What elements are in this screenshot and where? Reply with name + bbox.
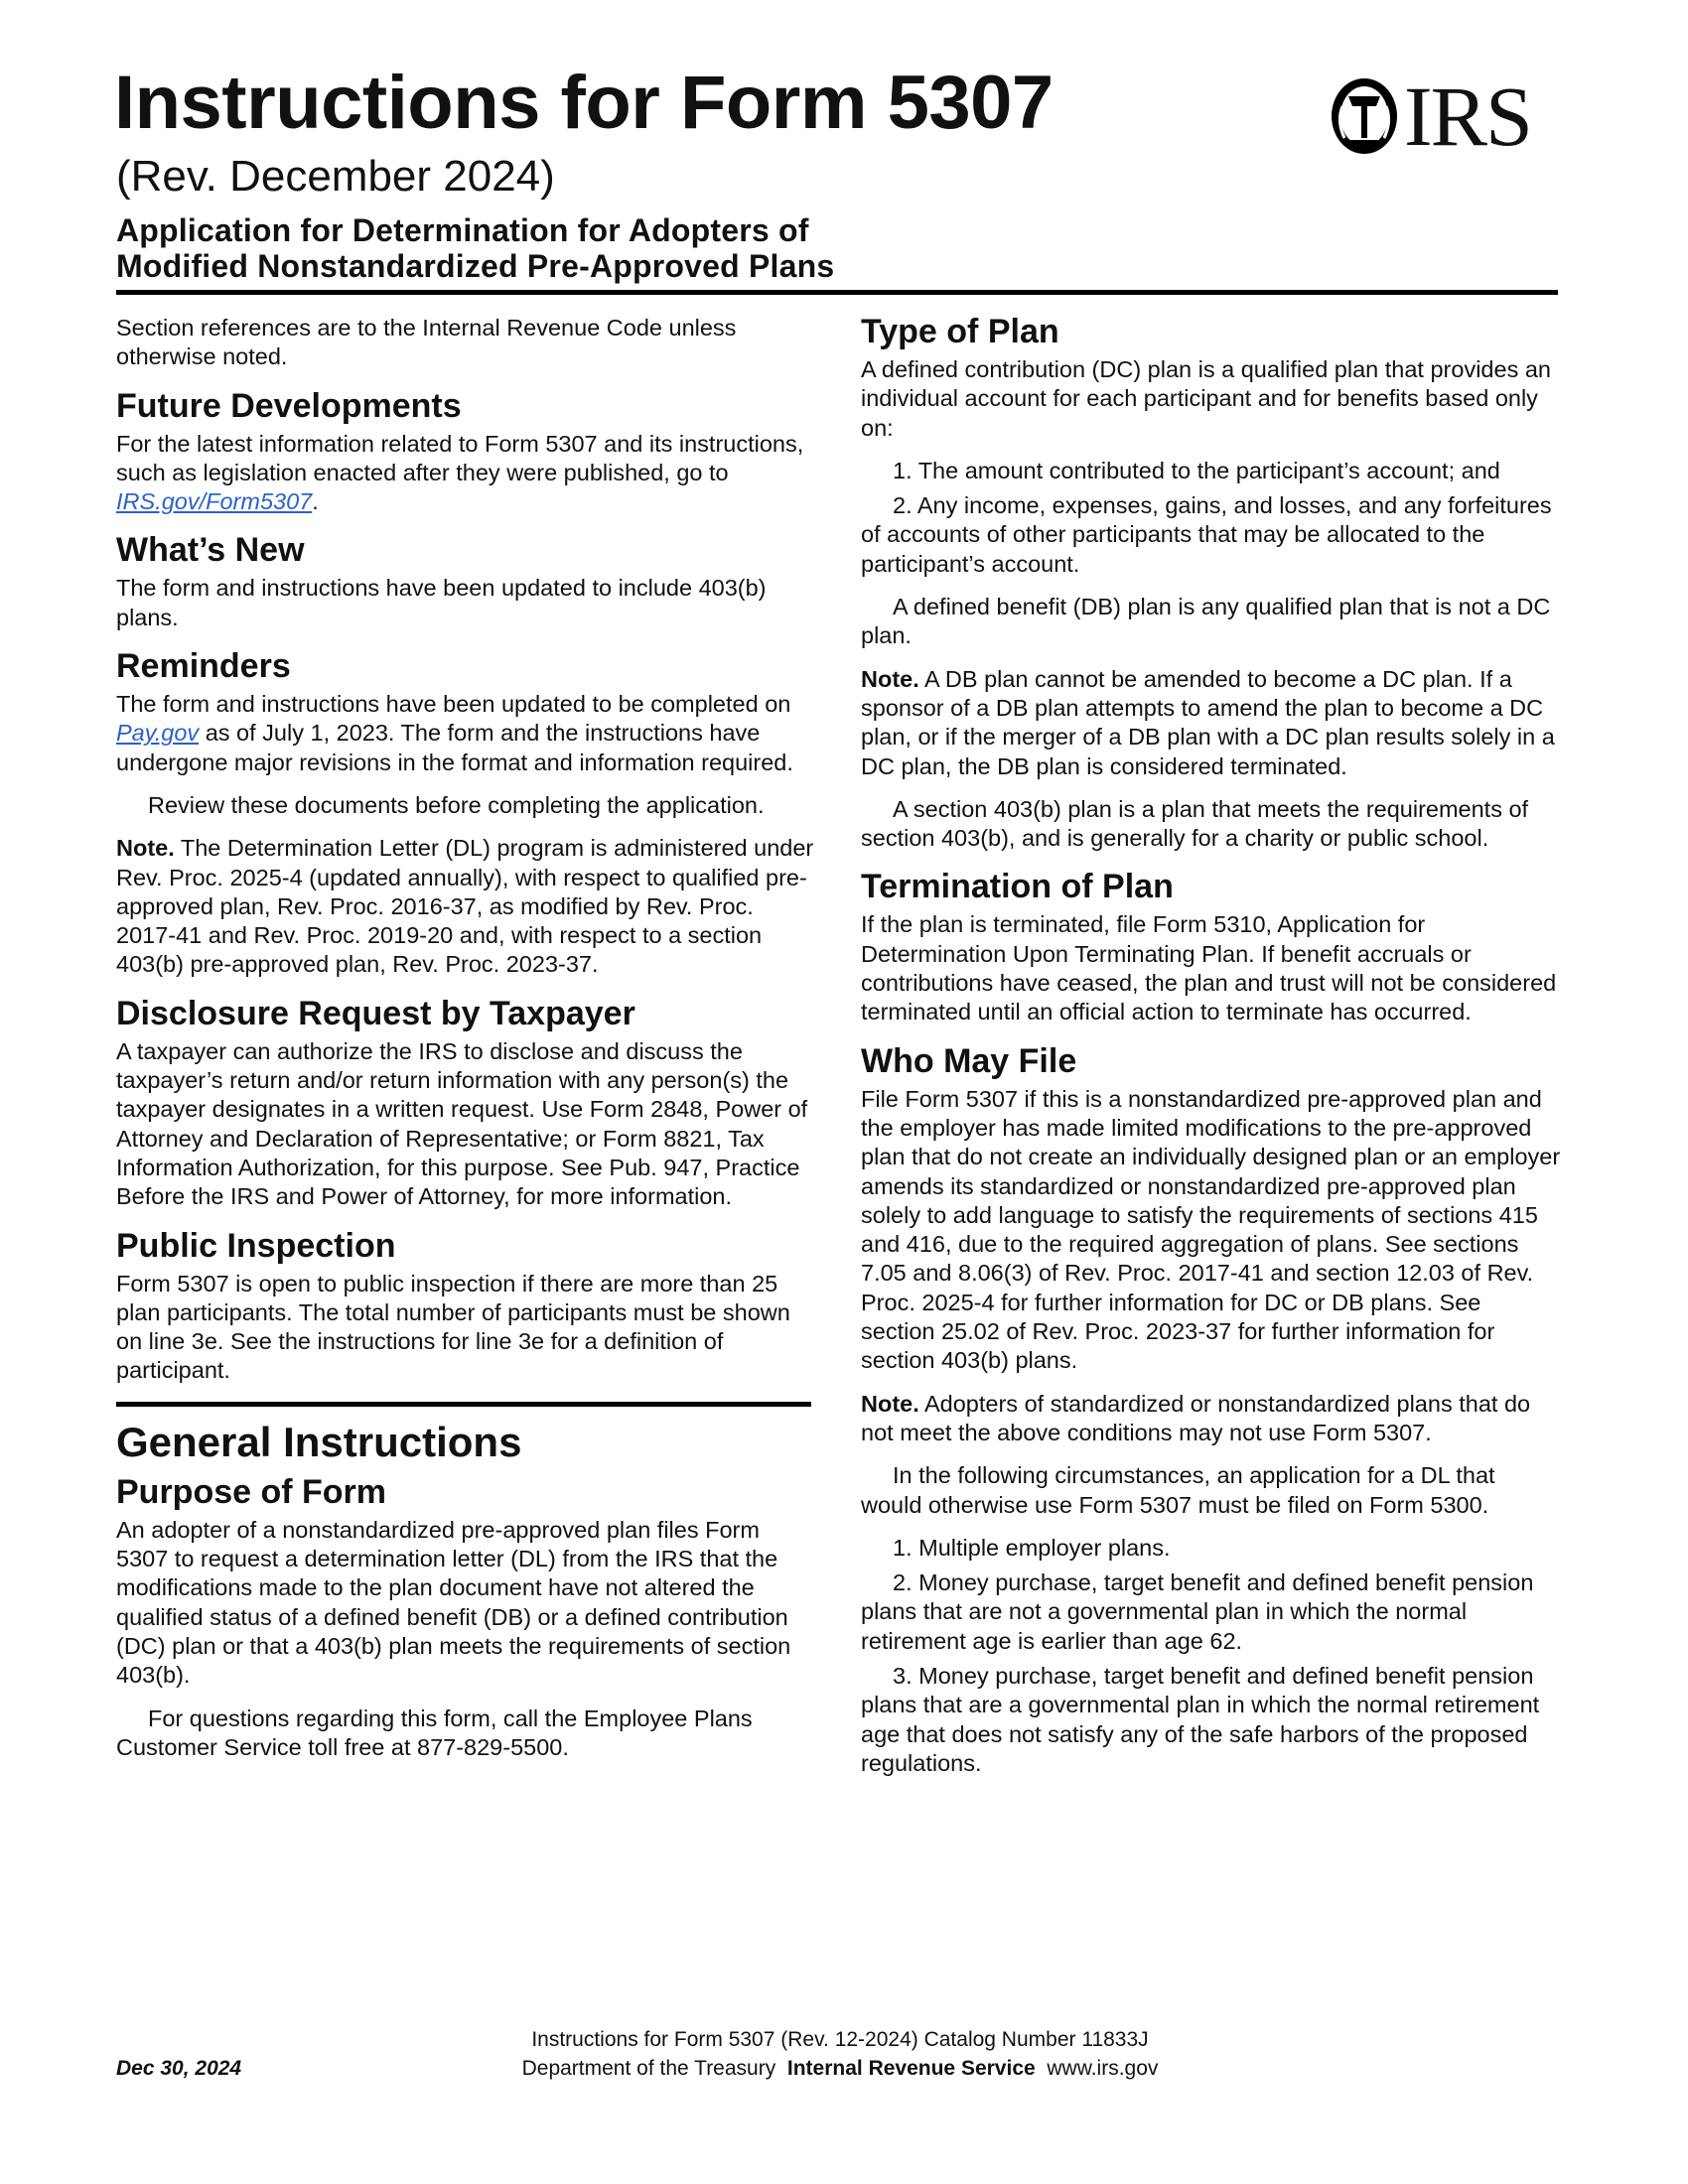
footer-site: www.irs.gov	[1047, 2057, 1159, 2080]
list-item: 3. Money purchase, target benefit and defined benefit pension plans that are a governmental plan in which the normal retirement age that does not satisfy any of the safe harbors of the proposed regulations.	[861, 1662, 1540, 1776]
list-item: 1. Multiple employer plans.	[893, 1534, 1171, 1561]
list-item: 2. Any income, expenses, gains, and losses, and any forfeitures of accounts of other participants that may be allocated to the participant’s account.	[861, 492, 1552, 577]
heading-reminders: Reminders	[116, 647, 291, 686]
footer-dept: Department of the Treasury	[521, 2057, 776, 2080]
heading-purpose: Purpose of Form	[116, 1472, 387, 1511]
subtitle-line: Modified Nonstandardized Pre-Approved Plans	[116, 248, 835, 284]
footer-irs: Internal Revenue Service	[786, 2057, 1036, 2080]
public-text: Form 5307 is open to public inspection if there are more than 25 plan participants. The total number of participants must be shown on line 3e. See the instructions for line 3e for a definition of participant.	[116, 1270, 790, 1384]
left-column	[116, 314, 817, 1776]
heading-disclosure: Disclosure Request by Taxpayer	[116, 994, 635, 1032]
page-title: Instructions for Form 5307	[114, 61, 1054, 145]
db-text: A defined benefit (DB) plan is any qualified plan that is not a DC plan.	[861, 594, 1551, 649]
future-text	[116, 430, 817, 517]
revision-date: (Rev. December 2024)	[116, 152, 555, 201]
reminders-body: The form and instructions have been updated to be completed on	[116, 691, 791, 718]
reminders-text	[116, 690, 817, 777]
note-label: Note.	[116, 835, 175, 862]
eagle-seal-icon	[1329, 76, 1400, 156]
reminders-body-2: as of July 1, 2023. The form and the instructions have undergone major revisions in the format and information required.	[116, 720, 793, 775]
type-text: A defined contribution (DC) plan is a qualified plan that provides an individual account for each participant and for benefits based only on:	[861, 356, 1551, 441]
heading-who-may-file: Who May File	[861, 1041, 1077, 1080]
note-text: Adopters of standardized or nonstandardized plans that do not meet the above conditions may not use Form 5307.	[861, 1390, 1531, 1445]
logo-text: IRS	[1404, 68, 1531, 164]
footer-date: Dec 30, 2024	[116, 2057, 242, 2080]
right-column	[861, 312, 1561, 1784]
termination-text: If the plan is terminated, file Form 5310, Application for Determination Upon Terminating Plan. If benefit accruals or contributions have ceased, the plan and trust will not be considered terminated until an official action to terminate has occurred.	[861, 911, 1557, 1025]
period: .	[312, 488, 319, 515]
heading-whats-new: What’s New	[116, 531, 305, 570]
note-paragraph	[861, 665, 1561, 781]
disclosure-text: A taxpayer can authorize the IRS to disclose and discuss the taxpayer’s return and/or return information with any person(s) the taxpayer designates in a written request. Use Form 2848, Power of Attorney and Declaration of Representative; or Form 8821, Tax Information Authorization, for this purpose. See Pub. 947, Practice Before the IRS and Power of Attorney, for more information.	[116, 1037, 808, 1210]
footer-agency	[483, 2054, 1197, 2083]
note-text: The Determination Letter (DL) program is administered under Rev. Proc. 2025-4 (updated annually), with respect to qualified pre-approved plan, Rev. Proc. 2016-37, as modified by Rev. Proc. 2017-41 and Rev. Proc. 2019-20 and, with respect to a section 403(b) pre-approved plan, Rev. Proc. 2023-37.	[116, 835, 814, 978]
form-subtitle	[116, 212, 834, 284]
questions-text: For questions regarding this form, call the Employee Plans Customer Service toll free at 877-829-5500.	[116, 1705, 753, 1760]
whats-new-text: The form and instructions have been updated to include 403(b) plans.	[116, 575, 767, 630]
note-paragraph	[116, 834, 817, 979]
heading-general-instructions: General Instructions	[116, 1418, 522, 1465]
irs-logo	[1329, 68, 1531, 164]
heading-termination: Termination of Plan	[861, 868, 1174, 906]
header-rule	[116, 290, 1558, 295]
intro-text: Section references are to the Internal Revenue Code unless otherwise noted.	[116, 315, 737, 370]
403b-text: A section 403(b) plan is a plan that meets the requirements of section 403(b), and is generally for a charity or public school.	[861, 795, 1529, 852]
purpose-text: An adopter of a nonstandardized pre-approved plan files Form 5307 to request a determination letter (DL) from the IRS that the modifications made to the plan document have not altered the qualified status of a defined benefit (DB) or a defined contribution (DC) plan or that a 403(b) plan meets the requirements of section 403(b).	[116, 1516, 791, 1689]
subtitle-line: Application for Determination for Adopters of	[116, 212, 809, 248]
footer-catalog: Instructions for Form 5307 (Rev. 12-2024) Catalog Number 11833J	[531, 2028, 1149, 2051]
note-paragraph	[861, 1390, 1561, 1448]
pay-gov-link[interactable]: Pay.gov	[116, 720, 200, 747]
who-text: File Form 5307 if this is a nonstandardized pre-approved plan and the employer has made limited modifications to the pre-approved plan that do not create an individually designed plan or an employer amends its standardized or nonstandardized pre-approved plan solely to add language to satisfy the requirements of sections 415 and 416, due to the required aggregation of plans. See sections 7.05 and 8.06(3) of Rev. Proc. 2017-41 and section 12.03 of Rev. Proc. 2025-4 for further information for DC or DB plans. See section 25.02 of Rev. Proc. 2023-37 for further information for section 403(b) plans.	[861, 1085, 1561, 1374]
note-label: Note.	[861, 1390, 919, 1417]
heading-public-inspection: Public Inspection	[116, 1226, 396, 1265]
note-label: Note.	[861, 665, 919, 692]
list-item: 1. The amount contributed to the participant’s account; and	[893, 457, 1500, 483]
circumstances-text: In the following circumstances, an application for a DL that would otherwise use Form 5307 must be filed on Form 5300.	[861, 1462, 1495, 1518]
list-item: 2. Money purchase, target benefit and defined benefit pension plans that are not a governmental plan in which the normal retirement age is earlier than age 62.	[861, 1570, 1534, 1654]
irs-form-link[interactable]: IRS.gov/Form5307	[116, 488, 313, 515]
future-body: For the latest information related to Form 5307 and its instructions, such as legislation enacted after they were published, go to	[116, 430, 804, 485]
note-text: A DB plan cannot be amended to become a DC plan. If a sponsor of a DB plan attempts to amend the plan to become a DC plan, or if the merger of a DB plan with a DC plan results solely in a DC plan, the DB plan is considered terminated.	[861, 665, 1555, 779]
heading-future-developments: Future Developments	[116, 386, 462, 425]
heading-type-of-plan: Type of Plan	[861, 313, 1059, 350]
section-rule	[116, 1402, 811, 1407]
reminders-review: Review these documents before completing the application.	[148, 791, 765, 818]
